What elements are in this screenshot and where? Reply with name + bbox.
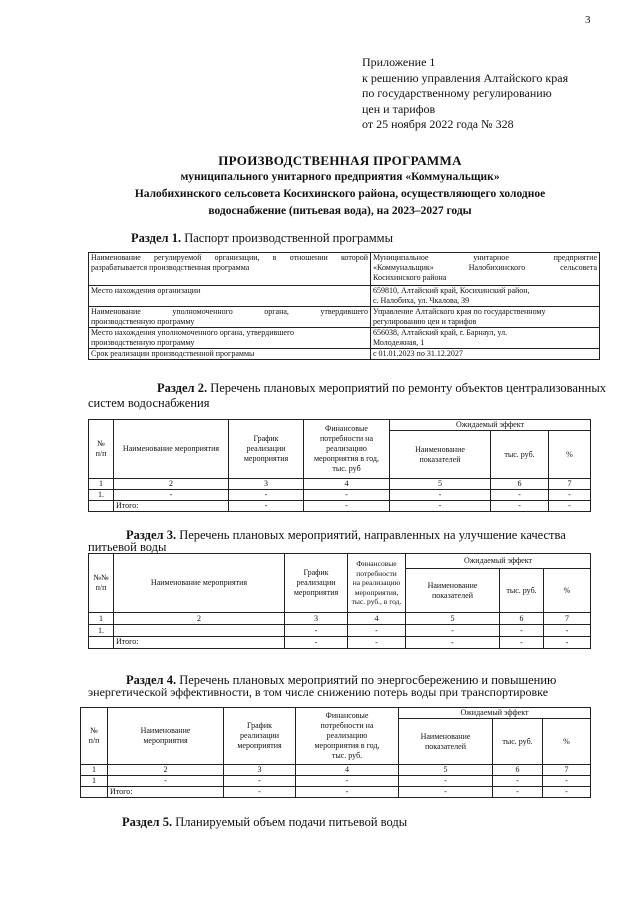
document-subtitle: Налобихинского сельсовета Косихинского района, осуществляющего холодное bbox=[134, 188, 546, 200]
table-cell: с 01.01.2023 по 31.12.2027 bbox=[371, 349, 600, 360]
table-cell: - bbox=[229, 490, 304, 501]
table-cell: 3 bbox=[224, 765, 296, 776]
table-cell: - bbox=[296, 776, 399, 787]
total-label: Итого: bbox=[108, 787, 224, 798]
table-cell: - bbox=[108, 776, 224, 787]
table-cell: - bbox=[544, 625, 591, 637]
table-total-row bbox=[81, 787, 591, 798]
table-cell: - bbox=[304, 501, 390, 512]
page-number: 3 bbox=[585, 14, 591, 26]
table-cell: - bbox=[406, 637, 500, 649]
table-row bbox=[89, 307, 600, 328]
table-cell: Управление Алтайского края по государственному регулированию цен и тарифов bbox=[371, 307, 600, 328]
col-header-indicator: Наименование показателей bbox=[390, 431, 491, 479]
section2-heading: Раздел 2. Перечень плановых мероприятий по ремонту объектов централизованных bbox=[157, 381, 606, 395]
table-cell: 1. bbox=[89, 625, 114, 637]
document-subtitle: муниципального унитарного предприятия «Коммунальщик» bbox=[180, 171, 500, 183]
table-cell: - bbox=[348, 637, 406, 649]
table-cell: 4 bbox=[296, 765, 399, 776]
table-cell: 3 bbox=[229, 479, 304, 490]
table-cell: Наименование регулируемой организации, в отношении которой разрабатывается производственная программа bbox=[89, 253, 371, 286]
table-cell: 2 bbox=[114, 613, 285, 625]
table-cell: - bbox=[224, 787, 296, 798]
col-header-schedule: График реализации мероприятия bbox=[285, 554, 348, 613]
col-header-schedule: График реализации мероприятия bbox=[229, 420, 304, 479]
table-cell: 4 bbox=[348, 613, 406, 625]
total-label: Итого: bbox=[114, 501, 229, 512]
table-cell bbox=[114, 625, 285, 637]
col-header-number: №№ п/п bbox=[89, 554, 114, 613]
energy-saving-measures-table bbox=[80, 707, 591, 798]
table-cell: - bbox=[399, 787, 493, 798]
table-cell: 1. bbox=[89, 490, 114, 501]
appendix-line: от 25 ноября 2022 года № 328 bbox=[362, 117, 514, 131]
table-row bbox=[89, 328, 600, 349]
section4-heading-cont: энергетической эффективности, в том числе снижению потерь воды при транспортировке bbox=[88, 685, 549, 699]
table-cell: 7 bbox=[543, 765, 591, 776]
appendix-line: по государственному регулированию bbox=[362, 86, 552, 100]
table-cell: - bbox=[500, 637, 544, 649]
table-row bbox=[89, 490, 591, 501]
table-cell: - bbox=[491, 490, 549, 501]
table-cell: Место нахождения уполномоченного органа, утвердившего производственную программу bbox=[89, 328, 371, 349]
table-cell: - bbox=[500, 625, 544, 637]
table-cell: - bbox=[406, 625, 500, 637]
document-subtitle: водоснабжение (питьевая вода), на 2023–2027 годы bbox=[208, 205, 472, 217]
col-header-effect: Ожидаемый эффект bbox=[390, 420, 591, 431]
appendix-line: цен и тарифов bbox=[362, 101, 436, 116]
col-header-percent: % bbox=[549, 431, 591, 479]
section4-heading: Раздел 4. Перечень плановых мероприятий по энергосбережению и повышению bbox=[126, 673, 557, 687]
table-cell: - bbox=[114, 490, 229, 501]
table-cell: - bbox=[491, 501, 549, 512]
col-header-name: Наименование мероприятия bbox=[114, 554, 285, 613]
table-index-row bbox=[81, 765, 591, 776]
table-index-row bbox=[89, 613, 591, 625]
total-label: Итого: bbox=[114, 637, 285, 649]
table-cell: 3 bbox=[285, 613, 348, 625]
table-cell bbox=[81, 787, 108, 798]
table-cell bbox=[89, 501, 114, 512]
section1-heading: Раздел 1. Паспорт производственной программы bbox=[131, 231, 393, 245]
col-header-schedule: График реализации мероприятия bbox=[224, 708, 296, 765]
table-cell: - bbox=[224, 776, 296, 787]
appendix-header bbox=[362, 55, 568, 133]
table-cell: - bbox=[549, 501, 591, 512]
table-cell: - bbox=[493, 776, 543, 787]
table-cell: Наименование уполномоченного органа, утвердившего производственную программу bbox=[89, 307, 371, 328]
table-index-row bbox=[89, 479, 591, 490]
col-header-percent: % bbox=[543, 719, 591, 765]
table-cell: 2 bbox=[108, 765, 224, 776]
col-header-name: Наименование мероприятия bbox=[114, 420, 229, 479]
table-cell: 1 bbox=[89, 613, 114, 625]
col-header-finance: Финансовые потребности на реализацию мероприятия, тыс. руб., в год. bbox=[348, 554, 406, 613]
repair-measures-table bbox=[88, 419, 591, 512]
table-cell: - bbox=[543, 776, 591, 787]
table-cell: 1 bbox=[89, 479, 114, 490]
water-quality-measures-table bbox=[88, 553, 591, 649]
table-row bbox=[89, 286, 600, 307]
table-cell: - bbox=[285, 625, 348, 637]
table-cell: - bbox=[390, 501, 491, 512]
table-cell: - bbox=[348, 625, 406, 637]
table-cell: 2 bbox=[114, 479, 229, 490]
table-cell: - bbox=[493, 787, 543, 798]
table-header-row bbox=[89, 420, 591, 431]
table-cell: - bbox=[549, 490, 591, 501]
table-cell: 656038, Алтайский край, г. Барнаул, ул. Молодежная, 1 bbox=[371, 328, 600, 349]
col-header-number: № п/п bbox=[89, 420, 114, 479]
table-cell: 659810, Алтайский край, Косихинский район, с. Налобиха, ул. Чкалова, 39 bbox=[371, 286, 600, 307]
col-header-indicator: Наименование показателей bbox=[406, 569, 500, 613]
table-cell: Муниципальное унитарное предприятие «Коммунальщик» Налобихинского сельсовета Косихинского района bbox=[371, 253, 600, 286]
table-cell: - bbox=[543, 787, 591, 798]
col-header-indicator: Наименование показателей bbox=[399, 719, 493, 765]
table-cell: 6 bbox=[491, 479, 549, 490]
col-header-finance: Финансовые потребности на реализацию мероприятия в год, тыс. руб. bbox=[296, 708, 399, 765]
table-header-row bbox=[81, 708, 591, 719]
table-cell: 1 bbox=[81, 765, 108, 776]
table-cell: - bbox=[285, 637, 348, 649]
col-header-name: Наименование мероприятия bbox=[108, 708, 224, 765]
table-cell: - bbox=[296, 787, 399, 798]
table-total-row bbox=[89, 501, 591, 512]
table-cell: Место нахождения организации bbox=[89, 286, 371, 307]
col-header-effect: Ожидаемый эффект bbox=[406, 554, 591, 569]
table-cell: 7 bbox=[549, 479, 591, 490]
table-cell: 6 bbox=[493, 765, 543, 776]
table-cell: - bbox=[304, 490, 390, 501]
section2-heading-cont: систем водоснабжения bbox=[88, 396, 210, 410]
col-header-thousand: тыс. руб. bbox=[493, 719, 543, 765]
table-row bbox=[89, 253, 600, 286]
table-cell: - bbox=[544, 637, 591, 649]
section3-heading: Раздел 3. Перечень плановых мероприятий, направленных на улучшение качества bbox=[126, 528, 566, 542]
table-cell: 7 bbox=[544, 613, 591, 625]
table-row bbox=[89, 625, 591, 637]
table-cell: Срок реализации производственной программы bbox=[89, 349, 371, 360]
table-cell bbox=[89, 637, 114, 649]
col-header-thousand: тыс. руб. bbox=[491, 431, 549, 479]
table-cell: 5 bbox=[390, 479, 491, 490]
table-cell: - bbox=[229, 501, 304, 512]
table-cell: 5 bbox=[406, 613, 500, 625]
table-row bbox=[81, 776, 591, 787]
passport-table bbox=[88, 252, 600, 360]
section3-heading-cont: питьевой воды bbox=[88, 540, 167, 554]
col-header-percent: % bbox=[544, 569, 591, 613]
appendix-line: к решению управления Алтайского края bbox=[362, 70, 569, 85]
table-cell: - bbox=[399, 776, 493, 787]
table-cell: 5 bbox=[399, 765, 493, 776]
table-row bbox=[89, 349, 600, 360]
col-header-number: № п/п bbox=[81, 708, 108, 765]
table-header-row bbox=[89, 554, 591, 569]
table-cell: 1 bbox=[81, 776, 108, 787]
table-cell: - bbox=[390, 490, 491, 501]
document-title: ПРОИЗВОДСТВЕННАЯ ПРОГРАММА bbox=[218, 153, 462, 168]
appendix-line: Приложение 1 bbox=[362, 55, 436, 69]
col-header-thousand: тыс. руб. bbox=[500, 569, 544, 613]
col-header-effect: Ожидаемый эффект bbox=[399, 708, 591, 719]
table-total-row bbox=[89, 637, 591, 649]
table-cell: 6 bbox=[500, 613, 544, 625]
col-header-finance: Финансовые потребности на реализацию мероприятия в год, тыс. руб bbox=[304, 420, 390, 479]
table-cell: 4 bbox=[304, 479, 390, 490]
section5-heading: Раздел 5. Планируемый объем подачи питьевой воды bbox=[122, 815, 408, 829]
